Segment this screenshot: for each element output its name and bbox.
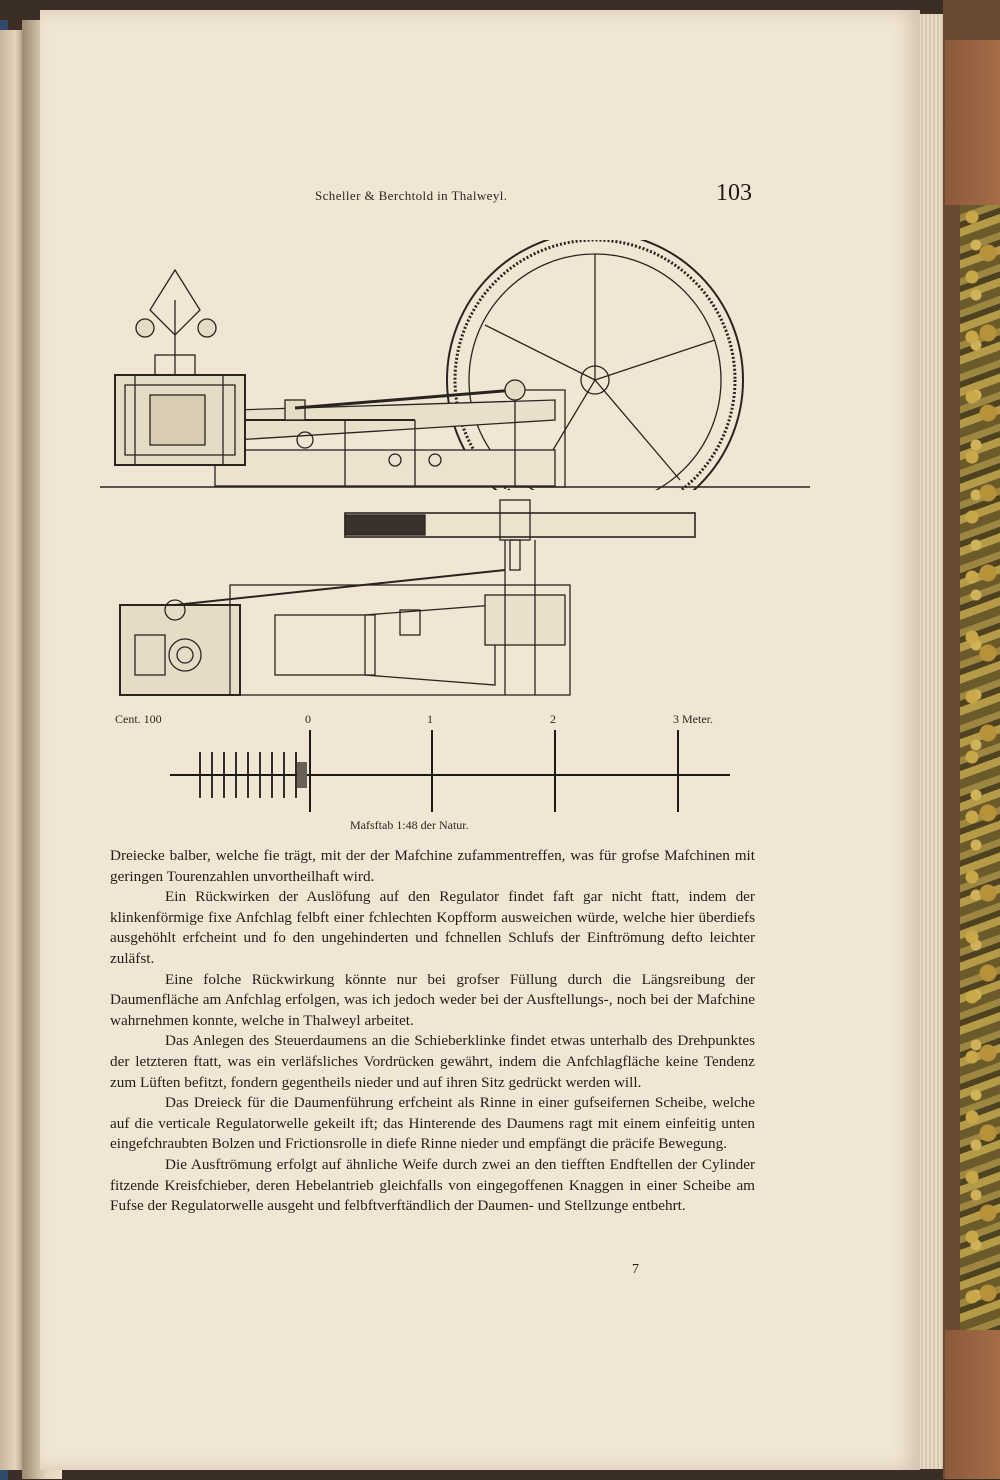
scale-bar [165,730,735,820]
paragraph: Das Anlegen des Steuerdaumens an die Schieberklinke findet etwas unterhalb des Drehpunktes der letzteren ftatt, was ein verläfsliches Vordrücken gewährt, indem die Anfchlagfläche keine Tendenz zum Lüften befitzt, fondern gegentheils nieder und auf ihren Sitz gedrückt werden will. [110,1032,755,1091]
figure-caption: Mafsftab 1:48 der Natur. [350,818,469,832]
marbled-cover [960,205,1000,1455]
left-page-edge [0,30,22,1470]
paragraph: Ein Rückwirken der Auslöfung auf den Regulator findet faft gar nicht ftatt, indem der klinkenförmige fixe Anfchlag felbft einer fchlechten Kopfform ausweichen würde, welche hier überdiefs ausgehöhlt erfcheint und fo den ungehinderten und fchnellen Schlufs der Einftrömung defto leichter zuläfst. [110,888,755,967]
scale-label-3: 3 Meter. [673,712,713,726]
scale-label-cent: Cent. 100 [115,712,162,726]
engine-elevation-illustration [95,240,815,490]
paragraph: Dreiecke balber, welche fie trägt, mit der der Mafchine zufammentreffen, was für grofse Mafchinen mit geringen Tourenzahlen unvortheilhaft wird. [110,847,755,885]
engine-plan-illustration [115,495,715,710]
body-text [110,846,755,1217]
leather-corner-bottom [945,1330,1000,1479]
signature-mark: 7 [632,1262,639,1277]
scale-label-2: 2 [550,712,556,726]
scale-label-1: 1 [427,712,433,726]
paragraph: Die Ausftrömung erfolgt auf ähnliche Weife durch zwei an den tiefften Endftellen der Cylinder fitzende Kreisfchieber, deren Hebelantrieb gleichfalls von eingegoffenen Knaggen in einer Scheibe am Fufse der Regulatorwelle ausgeht und felbftverftändlich der Daumen- und Stellzunge entbehrt. [110,1155,755,1215]
page-number: 103 [716,180,752,206]
paragraph: Eine folche Rückwirkung könnte nur bei grofser Füllung durch die Längsreibung der Daumenfläche am Anfchlag erfolgen, was ich jedoch weder bei der Ausftellungs-, noch bei der Mafchine wahrnehmen konnte, welche in Thalweyl arbeitet. [110,970,755,1029]
scale-labels [115,712,755,732]
paragraph: Das Dreieck für die Daumenführung erfcheint als Rinne in einer gufseifernen Scheibe, welche auf die verticale Regulatorwelle gekeilt ift; das Hinterende des Daumens ragt mit einem einfeitig unten eingefchraubten Bolzen und Frictionsrolle in diefe Rinne nieder und empfängt die präcife Bewegung. [110,1094,755,1153]
scale-label-0: 0 [305,712,311,726]
running-head: Scheller & Berchtold in Thalweyl. [315,188,508,203]
leather-corner-top [945,40,1000,205]
